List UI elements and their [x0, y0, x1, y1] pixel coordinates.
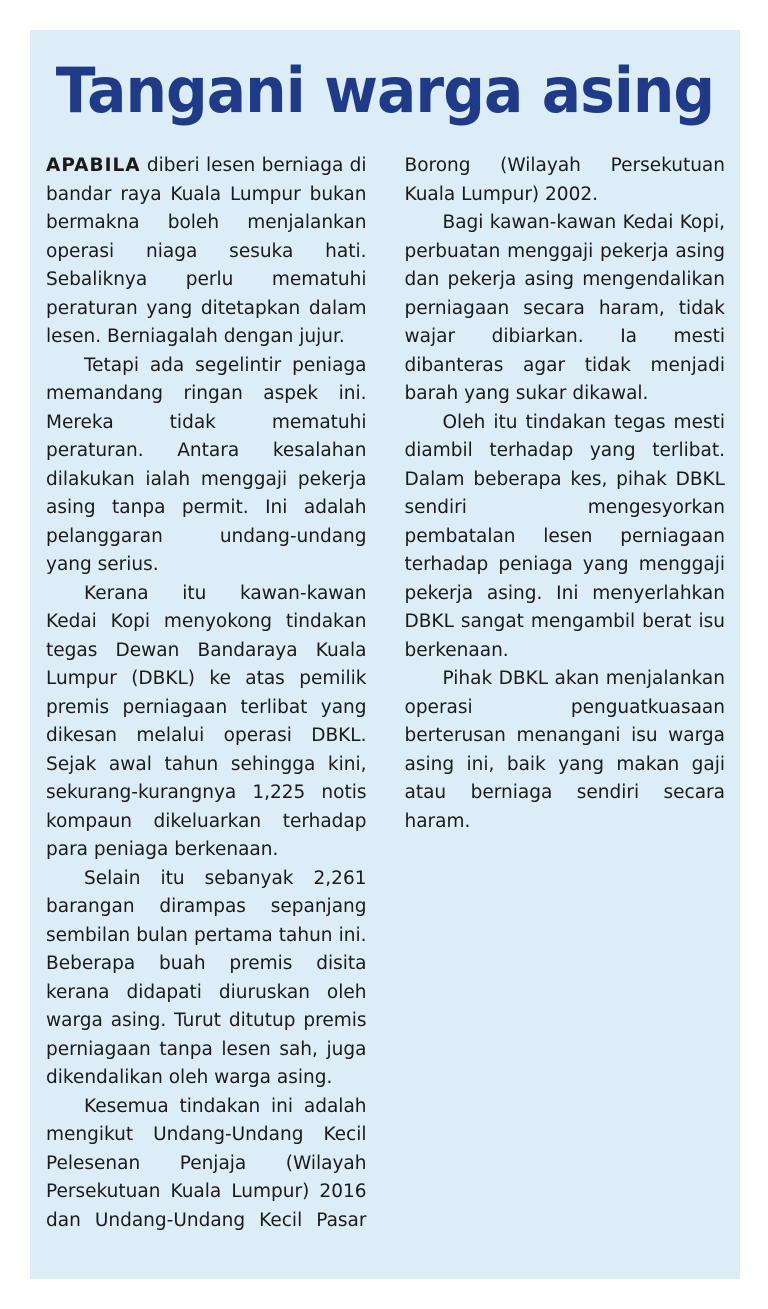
- paragraph-5: Kesemua tindakan ini adalah mengikut Undang-Undang Kecil Pelesenan Penjaja (Wilayah Persekutuan Kuala Lumpur) 2016 dan Undang-Undang Kecil Pasar Borong (Wilayah Persekutuan Kuala Lumpur) 2002.: [46, 155, 725, 1231]
- article-body: [46, 152, 725, 1262]
- paragraph-1-text: diberi lesen berniaga di bandar raya Kuala Lumpur bukan bermakna boleh menjalankan operasi niaga sesuka hati. Sebaliknya perlu mematuhi peraturan yang ditetapkan dalam lesen. Berniagalah dengan jujur.: [46, 155, 367, 347]
- paragraph-3: Kerana itu kawan-kawan Kedai Kopi menyokong tindakan tegas Dewan Bandaraya Kuala Lumpur (DBKL) ke atas pemilik premis perniagaan terlibat yang dikesan melalui operasi DBKL. Sejak awal tahun sehingga kini, sekurang-kurangnya 1,225 notis kompaun dikeluarkan terhadap para peniaga berkenaan.: [46, 582, 367, 860]
- paragraph-1: [46, 152, 367, 352]
- paragraph-6: Bagi kawan-kawan Kedai Kopi, perbuatan menggaji pekerja asing dan pekerja asing mengendalikan perniagaan secara haram, tidak wajar dibiarkan. Ia mesti dibanteras agar tidak menjadi barah yang sukar dikawal.: [404, 212, 725, 404]
- headline: Tangani warga asing: [55, 54, 715, 127]
- paragraph-8: Pihak DBKL akan menjalankan operasi penguatkuasaan berterusan menangani isu warga asing ini, baik yang makan gaji atau berniaga sendiri secara haram.: [404, 668, 725, 832]
- paragraph-4: Selain itu sebanyak 2,261 barangan dirampas sepanjang sembilan bulan pertama tahun ini. Beberapa buah premis disita kerana didapati diuruskan oleh warga asing. Turut ditutup premis perniagaan tanpa lesen sah, juga dikendalikan oleh warga asing.: [46, 867, 367, 1088]
- paragraph-7: Oleh itu tindakan tegas mesti diambil terhadap yang terlibat. Dalam beberapa kes, pihak DBKL sendiri mengesyorkan pembatalan lesen perniagaan terhadap peniaga yang menggaji pekerja asing. Ini menyerlahkan DBKL sangat mengambil berat isu berkenaan.: [404, 411, 725, 661]
- paragraph-2: Tetapi ada segelintir peniaga memandang ringan aspek ini. Mereka tidak mematuhi peraturan. Antara kesalahan dilakukan ialah menggaji pekerja asing tanpa permit. Ini adalah pelanggaran undang-undang yang serius.: [46, 354, 367, 575]
- lead-word: APABILA: [46, 155, 141, 176]
